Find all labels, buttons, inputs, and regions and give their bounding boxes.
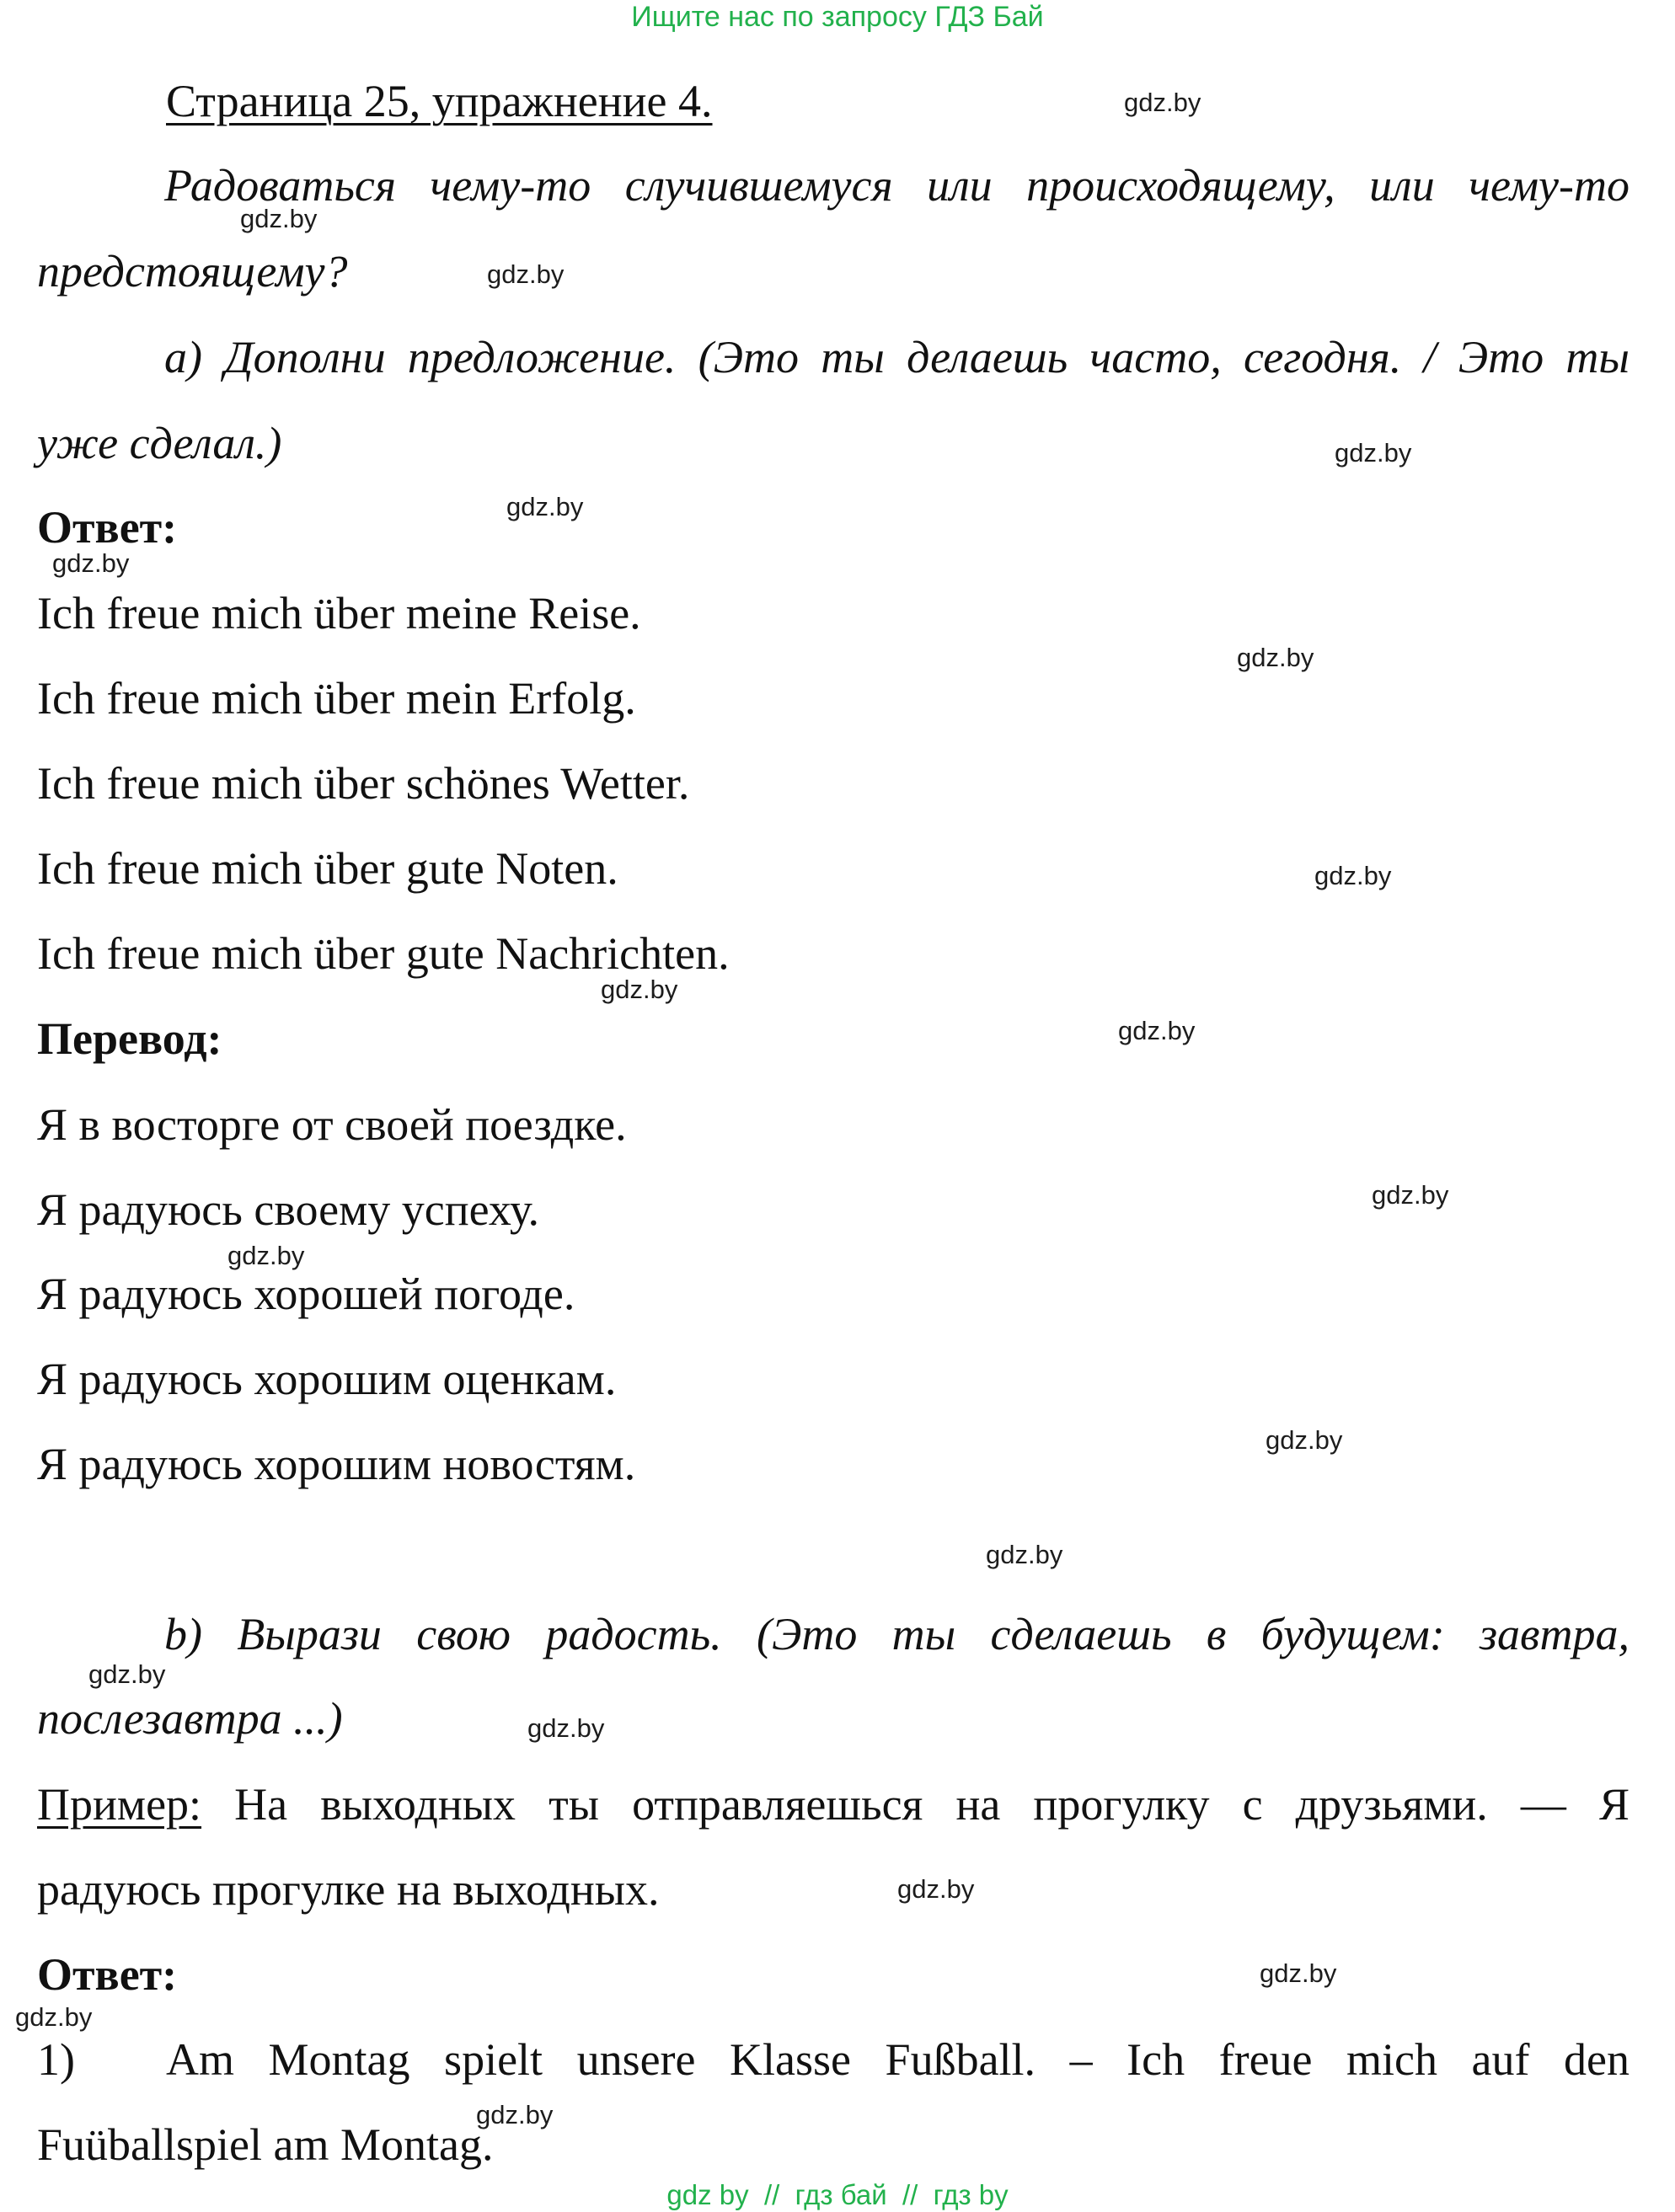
answer-b-number: 1) [37,2034,75,2085]
intro-line-1: Радоваться чему-то случившемуся или происходящему, или чему-то [164,160,1630,211]
example-label: Пример: [37,1779,202,1830]
translation-line: Я радуюсь хорошей погоде. [37,1269,575,1319]
translation-label: Перевод: [37,1013,222,1064]
watermark: gdz.by [601,975,678,1004]
page-title: Страница 25, упражнение 4. [166,76,713,126]
answer-label: Ответ: [37,502,178,553]
watermark: gdz.by [15,2002,93,2032]
intro-line-2: предстоящему? [37,246,348,297]
answer-a-line: Ich freue mich über meine Reise. [37,588,641,638]
example-line-1 [37,1777,1630,1831]
task-a-line-2: уже сделал.) [37,418,282,468]
watermark: gdz.by [52,548,130,578]
watermark: gdz.by [240,204,318,233]
task-b-line-1: b) Вырази свою радость. (Это ты сделаешь в будущем: завтра, [164,1609,1630,1659]
answer-a-line: Ich freue mich über gute Nachrichten. [37,928,730,979]
footer-links[interactable]: gdz by // гдз бай // гдз by [666,2179,1009,2210]
answer-a-line: Ich freue mich über mein Erfolg. [37,673,636,724]
watermark: gdz.by [986,1540,1063,1569]
task-a-line-1: а) Дополни предложение. (Это ты делаешь часто, сегодня. / Это ты [164,332,1630,382]
watermark: gdz.by [1266,1425,1343,1455]
answer-label-2: Ответ: [37,1949,178,2000]
watermark: gdz.by [1118,1016,1196,1045]
watermark: gdz.by [1335,438,1412,468]
task-b-line-2: послезавтра ...) [37,1693,343,1744]
watermark: gdz.by [476,2100,554,2129]
watermark: gdz.by [487,259,565,289]
watermark: gdz.by [227,1241,305,1270]
translation-line: Я радуюсь хорошим новостям. [37,1439,636,1489]
watermark: gdz.by [897,1874,975,1904]
answer-a-line: Ich freue mich über gute Noten. [37,843,618,894]
answer-a-line: Ich freue mich über schönes Wetter. [37,758,690,809]
watermark: gdz.by [1314,861,1392,890]
watermark: gdz.by [527,1713,605,1743]
watermark: gdz.by [1124,88,1201,117]
watermark: gdz.by [1372,1180,1449,1210]
watermark: gdz.by [1237,643,1314,672]
example-line-2: радуюсь прогулке на выходных. [37,1864,660,1915]
watermark: gdz.by [88,1659,166,1689]
translation-line: Я радуюсь хорошим оценкам. [37,1354,617,1404]
watermark: gdz.by [1260,1958,1337,1988]
answer-b-line-1: Am Montag spielt unsere Klasse Fußball. – Ich freue mich auf den [166,2034,1630,2085]
translation-line: Я радуюсь своему успеху. [37,1184,539,1235]
translation-line: Я в восторге от своей поездке. [37,1099,627,1150]
example-text: На выходных ты отправляешься на прогулку с друзьями. — Я [234,1779,1630,1830]
watermark: gdz.by [506,492,584,521]
top-banner[interactable]: Ищите нас по запросу ГДЗ Бай [631,1,1044,33]
answer-b-line-2: Fuüballspiel am Montag. [37,2119,494,2170]
